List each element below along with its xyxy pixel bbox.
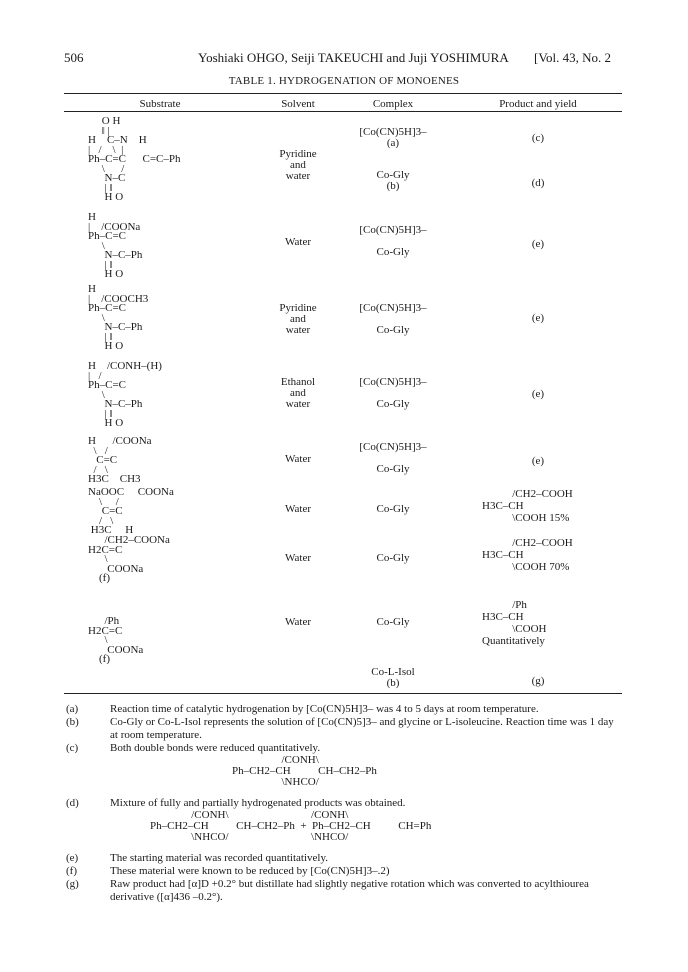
- footnote-mark: (e): [66, 852, 79, 864]
- product-structure: /Ph H3C–CH \COOH Quantitatively: [482, 599, 547, 647]
- footnote-text: Raw product had [α]D +0.2° but distillate had slightly negative rotation which was converted to acylthiourea derivative ([α]436 –0.2°).: [110, 878, 589, 903]
- table-row: [88, 536, 170, 584]
- substrate-structure: H /CONH–(H) | / Ph–C=C \ N–C–Ph | ‖ H O: [88, 360, 162, 429]
- footnote-text: Mixture of fully and partially hydrogenated products was obtained.: [110, 797, 406, 809]
- product: (c): [531, 132, 545, 144]
- table-bottom-rule: [64, 693, 622, 694]
- complex: Co-Gly: [376, 552, 410, 564]
- complex: Co-Gly: [376, 324, 410, 336]
- product: (d): [531, 177, 545, 189]
- equation-structure: /CONH\ /CONH\ Ph–CH2–CH CH–CH2–Ph + Ph–CH2–CH CH=Ph \NHCO/ \NHCO/: [150, 809, 432, 843]
- product: (g): [531, 675, 545, 687]
- footnote-mark: (a): [66, 703, 79, 715]
- equation-d: [150, 810, 431, 843]
- footnote: [66, 703, 620, 716]
- footnote: [66, 878, 620, 903]
- solvent: Water: [285, 616, 311, 628]
- complex: Co-Gly: [376, 246, 410, 258]
- complex: Co-Gly: [376, 463, 410, 475]
- footnote-text: Both double bonds were reduced quantitatively.: [110, 742, 321, 754]
- col-product: Product and yield: [499, 98, 577, 110]
- complex: [Co(CN)5H]3–: [359, 376, 427, 388]
- footnote-text: These material were known to be reduced by [Co(CN)5H]3–.2): [110, 865, 390, 877]
- complex: [Co(CN)5H]3–: [359, 441, 427, 453]
- substrate-structure: /CH2–COONa H2C=C \ COONa (f): [88, 534, 170, 584]
- footnote: [66, 716, 620, 741]
- solvent: Water: [285, 552, 311, 564]
- footnote-mark: (f): [66, 865, 77, 877]
- solvent: Water: [285, 236, 311, 248]
- product: (e): [531, 388, 545, 400]
- complex: Co-L-Isol (b): [371, 666, 415, 689]
- substrate-structure: /Ph H2C=C \ COONa (f): [88, 615, 144, 665]
- footnote-text: Reaction time of catalytic hydrogenation by [Co(CN)5H]3– was 4 to 5 days at room temperature.: [110, 703, 539, 715]
- footnote-text: Co-Gly or Co-L-Isol represents the solution of [Co(CN)5]3– and glycine or L-isoleucine. Reaction time was 1 day at room temperature.: [110, 716, 614, 741]
- complex: [Co(CN)5H]3–: [359, 224, 427, 236]
- product-structure: /CH2–COOH H3C–CH \COOH 15%: [482, 488, 573, 524]
- product: (e): [531, 312, 545, 324]
- footnote-text: The starting material was recorded quantitatively.: [110, 852, 328, 864]
- table-row: [88, 213, 142, 280]
- equation-structure: /CONH\ Ph–CH2–CH CH–CH2–Ph \NHCO/: [232, 754, 377, 788]
- product: (e): [531, 455, 545, 467]
- table-row: [88, 617, 143, 665]
- table-top-rule: [64, 93, 622, 94]
- footnote: [66, 852, 620, 865]
- table-caption: TABLE 1. HYDROGENATION OF MONOENES: [228, 75, 460, 87]
- footnote-mark: (g): [66, 878, 79, 890]
- col-substrate: Substrate: [139, 98, 181, 110]
- footnote-mark: (b): [66, 716, 79, 728]
- col-complex: Complex: [372, 98, 414, 110]
- footnote-mark: (d): [66, 797, 79, 809]
- equation-c: [232, 755, 377, 788]
- substrate-structure: H | /COOCH3 Ph–C=C \ N–C–Ph | ‖ H O: [88, 283, 149, 352]
- product: (e): [531, 238, 545, 250]
- table-header-rule: [64, 111, 622, 112]
- solvent: Ethanol and water: [280, 376, 316, 410]
- solvent: Water: [285, 503, 311, 515]
- table-row: [88, 117, 181, 203]
- table-row: [88, 285, 148, 352]
- table-row: [88, 362, 162, 429]
- substrate-structure: O H ‖ | H C–N H | / \ | Ph–C=C C=C–Ph \ / N–C | ‖ H O: [88, 115, 181, 203]
- col-solvent: Solvent: [281, 98, 315, 110]
- solvent: Pyridine and water: [279, 302, 317, 336]
- complex: Co-Gly: [376, 398, 410, 410]
- complex: Co-Gly: [376, 616, 410, 628]
- page-number: 506: [64, 50, 84, 65]
- footnote: [66, 797, 620, 810]
- footnote: [66, 742, 620, 755]
- solvent: Water: [285, 453, 311, 465]
- table-row: [88, 488, 174, 536]
- substrate-structure: H /COONa \ / C=C / \ H3C CH3: [88, 435, 152, 485]
- footnote-mark: (c): [66, 742, 79, 754]
- substrate-structure: NaOOC COONa \ / C=C / \ H3C H: [88, 486, 174, 536]
- solvent: Pyridine and water: [279, 148, 317, 182]
- substrate-structure: H | /COONa Ph–C=C \ N–C–Ph | ‖ H O: [88, 211, 143, 280]
- product-structure: /CH2–COOH H3C–CH \COOH 70%: [482, 537, 573, 573]
- complex: Co-Gly (b): [376, 169, 410, 192]
- complex: [Co(CN)5H]3– (a): [359, 126, 427, 149]
- footnote: [66, 865, 620, 878]
- complex: Co-Gly: [376, 503, 410, 515]
- volume-info: [Vol. 43, No. 2: [534, 50, 612, 65]
- complex: [Co(CN)5H]3–: [359, 302, 427, 314]
- table-row: [88, 437, 152, 485]
- running-authors: Yoshiaki OHGO, Seiji TAKEUCHI and Juji YOSHIMURA: [198, 50, 509, 65]
